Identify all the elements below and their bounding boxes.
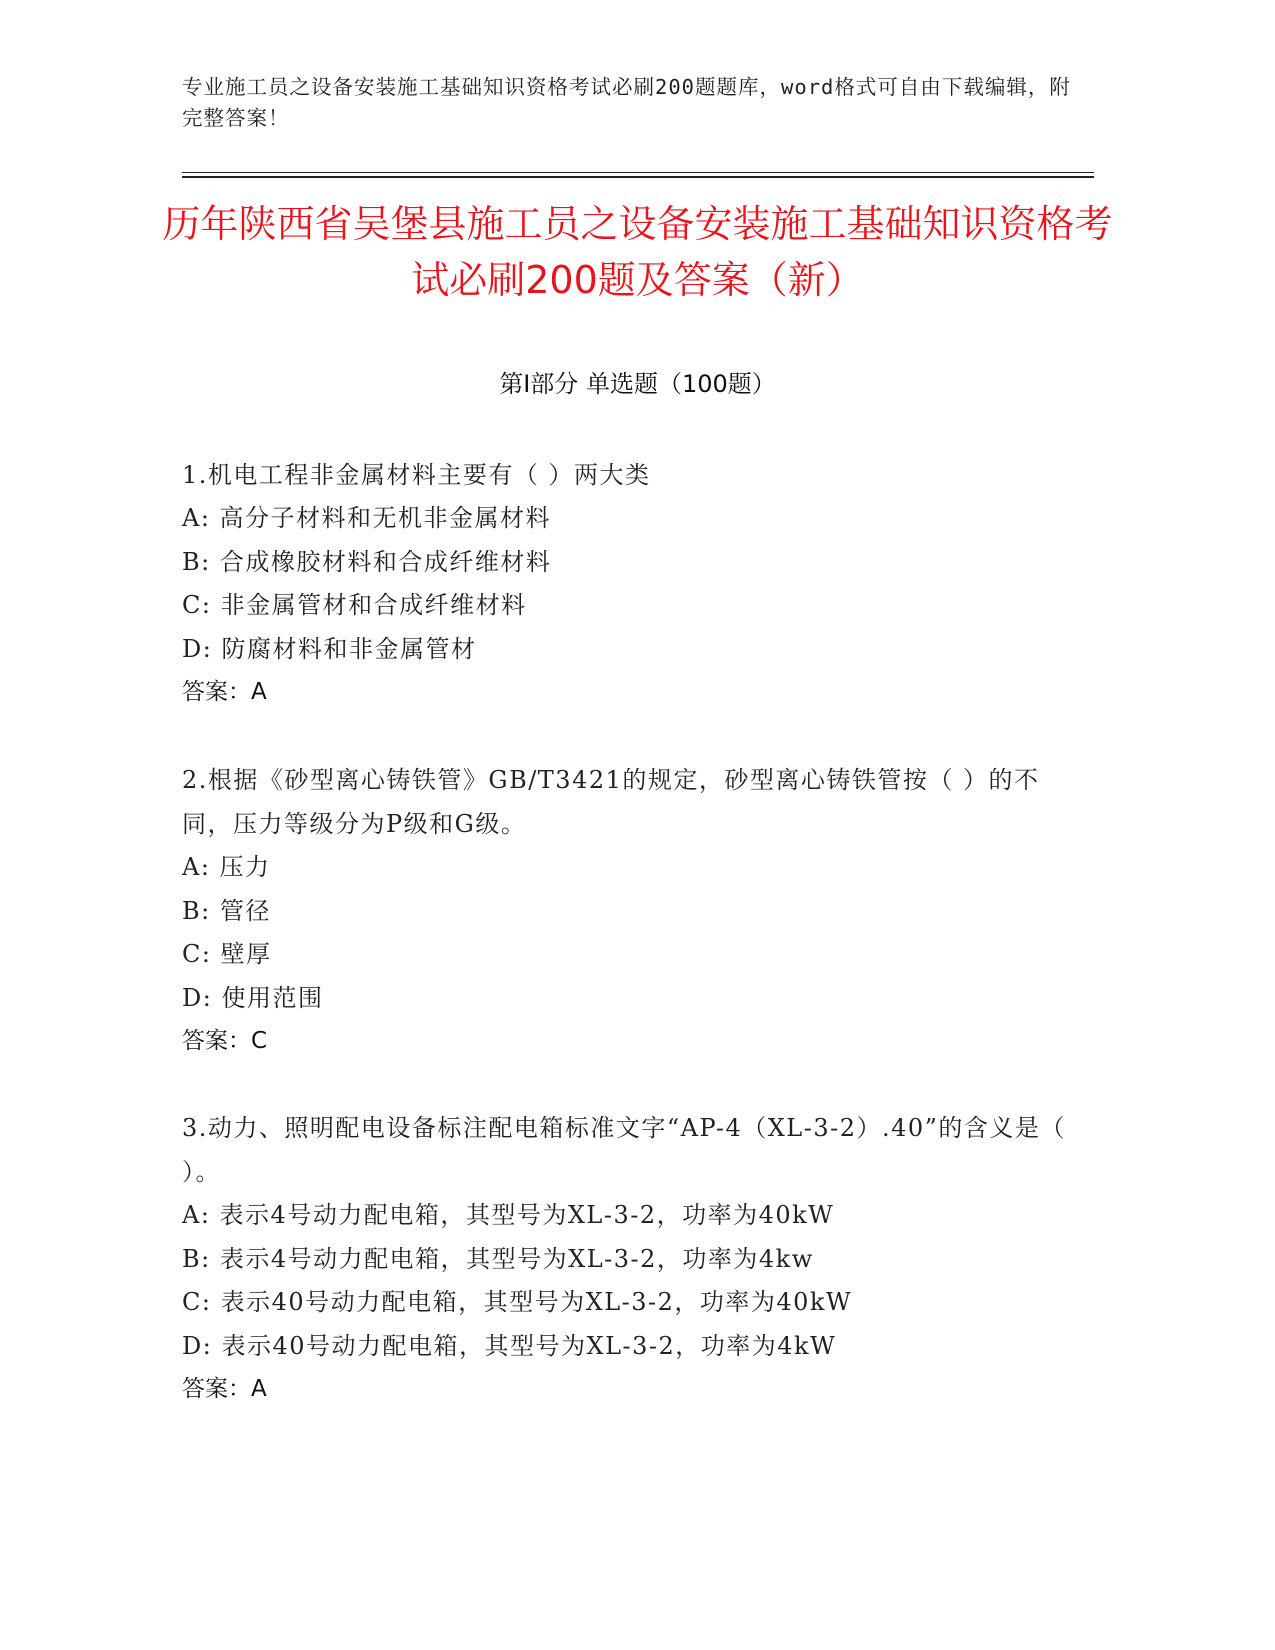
option-c: C: 表示40号动力配电箱，其型号为XL-3-2，功率为40kW bbox=[182, 1288, 853, 1316]
option-d: D: 使用范围 bbox=[182, 983, 324, 1012]
answer: 答案：A bbox=[182, 679, 267, 705]
question-1 bbox=[182, 453, 1082, 715]
option-b: B: 合成橡胶材料和合成纤维材料 bbox=[182, 547, 552, 576]
question-stem: 2.根据《砂型离心铸铁管》GB/T3421的规定，砂型离心铸铁管按（ ）的不同，压力等级分为P级和G级。 bbox=[182, 766, 1040, 838]
question-stem: 1.机电工程非金属材料主要有（ ）两大类 bbox=[182, 461, 651, 489]
option-a: A: 压力 bbox=[182, 853, 271, 881]
question-stem: 3.动力、照明配电设备标注配电箱标准文字“AP-4（XL-3-2）.40”的含义是（ ）。 bbox=[182, 1114, 1066, 1186]
document-title: 历年陕西省吴堡县施工员之设备安装施工基础知识资格考试必刷200题及答案（新） bbox=[162, 202, 1113, 302]
option-b: B: 表示4号动力配电箱，其型号为XL-3-2，功率为4kw bbox=[182, 1244, 814, 1273]
section-title: 第I部分 单选题（100题） bbox=[499, 370, 776, 398]
answer: 答案：C bbox=[182, 1028, 268, 1054]
answer: 答案：A bbox=[182, 1376, 267, 1402]
header-divider-thick bbox=[182, 176, 1094, 178]
header-note: 专业施工员之设备安装施工基础知识资格考试必刷200题题库，word格式可自由下载编辑，附完整答案！ bbox=[182, 75, 1071, 130]
option-a: A: 高分子材料和无机非金属材料 bbox=[182, 504, 552, 532]
option-a: A: 表示4号动力配电箱，其型号为XL-3-2，功率为40kW bbox=[182, 1201, 835, 1229]
option-d: D: 防腐材料和非金属管材 bbox=[182, 634, 477, 663]
option-b: B: 管径 bbox=[182, 896, 271, 925]
question-3 bbox=[182, 1106, 1082, 1412]
header-divider-thin bbox=[182, 172, 1094, 173]
question-2 bbox=[182, 758, 1082, 1064]
option-d: D: 表示40号动力配电箱，其型号为XL-3-2，功率为4kW bbox=[182, 1331, 837, 1360]
option-c: C: 非金属管材和合成纤维材料 bbox=[182, 591, 527, 619]
option-c: C: 壁厚 bbox=[182, 940, 272, 968]
